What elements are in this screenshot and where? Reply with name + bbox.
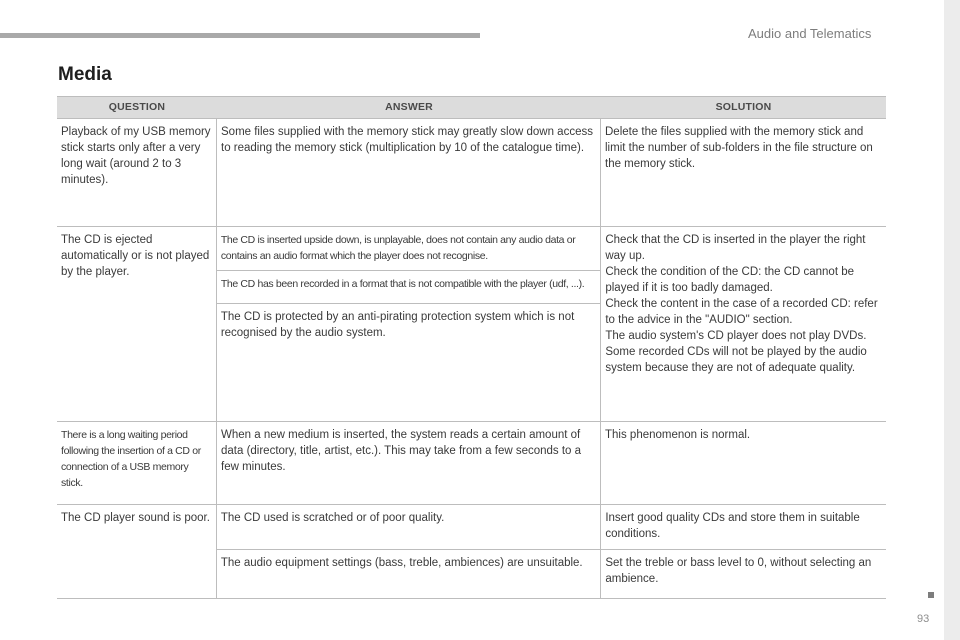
question-cell: Playback of my USB memory stick starts only after a very long wait (around 2 to 3 minutes). bbox=[57, 119, 217, 226]
table-row bbox=[57, 227, 886, 422]
header-bar bbox=[0, 33, 480, 38]
question-cell: The CD is ejected automatically or is not played by the player. bbox=[57, 227, 217, 421]
question-cell: There is a long waiting period following the insertion of a CD or connection of a USB memory stick. bbox=[57, 422, 217, 504]
page-number: 93 bbox=[917, 613, 930, 625]
solution-cell: Delete the files supplied with the memory stick and limit the number of sub-folders in the file structure on the memory stick. bbox=[605, 126, 873, 170]
answer-cell: The CD is protected by an anti-pirating protection system which is not recognised by the audio system. bbox=[220, 311, 575, 339]
solution-cell: Check that the CD is inserted in the player the right way up. Check the condition of the CD: the CD cannot be played if it is too badly damaged. Check the content in the case of a recorded CD: refer to the advice in the "AUDIO" section. The audio system's CD player does not play DVDs. Some recorded CDs will not be played by the audio system because they are not of adequate quality. bbox=[605, 234, 878, 374]
page-marker bbox=[928, 592, 934, 598]
table-header bbox=[57, 96, 886, 119]
solution-cell: This phenomenon is normal. bbox=[605, 429, 751, 441]
header-question: QUESTION bbox=[108, 101, 166, 113]
answer-cell: Some files supplied with the memory stick may greatly slow down access to reading the memory stick (multiplication by 10 of the catalogue time). bbox=[217, 119, 601, 226]
header-solution: SOLUTION bbox=[715, 101, 772, 113]
solution-cell: Set the treble or bass level to 0, without selecting an ambience. bbox=[605, 557, 872, 585]
solution-cell: Insert good quality CDs and store them in suitable conditions. bbox=[601, 505, 886, 550]
page-title: Media bbox=[58, 64, 112, 85]
page-edge-strip bbox=[944, 0, 960, 640]
faq-table bbox=[57, 96, 886, 599]
question-cell: The CD player sound is poor. bbox=[57, 505, 217, 598]
answer-stack bbox=[217, 227, 602, 421]
answer-cell: The CD has been recorded in a format that is not compatible with the player (udf, ...). bbox=[217, 271, 601, 304]
answer-cell: The CD used is scratched or of poor quality. bbox=[217, 505, 601, 550]
solution-stack bbox=[601, 505, 886, 598]
answer-cell: The CD is inserted upside down, is unplayable, does not contain any audio data or contains an audio format which the player does not recognise. bbox=[217, 227, 601, 271]
answer-stack bbox=[217, 505, 602, 598]
header-answer: ANSWER bbox=[385, 101, 433, 113]
table-row bbox=[57, 119, 886, 227]
table-row bbox=[57, 505, 886, 599]
answer-cell: The audio equipment settings (bass, treble, ambiences) are unsuitable. bbox=[220, 557, 583, 569]
table-row bbox=[57, 422, 886, 505]
section-title: Audio and Telematics bbox=[748, 26, 872, 41]
answer-cell: When a new medium is inserted, the system reads a certain amount of data (directory, title, artist, etc.). This may take from a few seconds to a few minutes. bbox=[217, 422, 601, 504]
